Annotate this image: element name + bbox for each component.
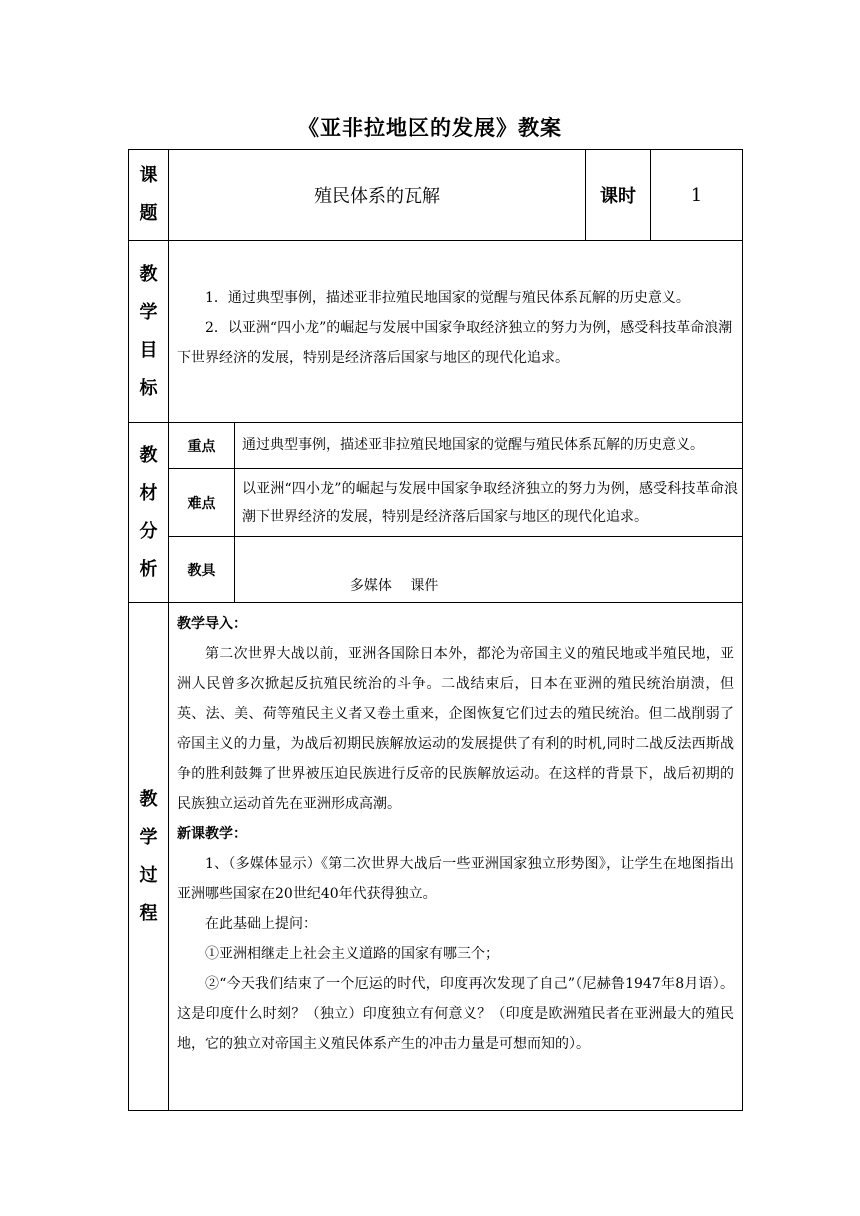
process-content [168,602,743,1111]
objectives-content [168,240,743,423]
objective-item: 1．通过典型事例，描述亚非拉殖民地国家的觉醒与殖民体系瓦解的历史意义。 [205,290,690,306]
new-lesson-heading: 新课教学： [177,826,247,842]
lesson-paragraph: 在此基础上提问： [205,916,317,932]
objective-item: 2．以亚洲“四小龙”的崛起与发展中国家争取经济独立的努力为例，感受科技革命浪潮下世界经济的发展，特别是经济落后国家与地区的现代化追求。 [177,320,733,366]
difficult-point-text: 以亚洲“四小龙”的崛起与发展中国家争取经济独立的努力为例，感受科技革命浪潮下世界经济的发展，特别是经济落后国家与地区的现代化追求。 [234,468,743,537]
teaching-tools-label: 教具 [168,536,235,603]
topic-label: 课 题 [128,149,169,241]
intro-heading: 教学导入： [177,616,247,632]
key-point-label: 重点 [168,422,235,469]
process-label: 教 学 过 程 [128,602,169,1111]
topic-value: 殖民体系的瓦解 [168,149,586,241]
lesson-paragraph: 1、（多媒体显示）《第二次世界大战后一些亚洲国家独立形势图》，让学生在地图指出亚洲哪些国家在20世纪40年代获得独立。 [177,856,734,902]
key-point-text: 通过典型事例，描述亚非拉殖民地国家的觉醒与殖民体系瓦解的历史意义。 [234,422,743,469]
teaching-tools-text: 多媒体 课件 [234,536,743,603]
difficult-point-label: 难点 [168,468,235,537]
lesson-paragraph: ②“今天我们结束了一个厄运的时代，印度再次发现了自己”（尼赫鲁1947年8月语）。这是印度什么时刻？（独立）印度独立有何意义？（印度是欧洲殖民者在亚洲最大的殖民地，它的独立对帝国主义殖民体系产生的冲击力量是可想而知的）。 [177,976,734,1052]
period-label: 课时 [585,149,651,241]
objectives-label: 教 学 目 标 [128,240,169,423]
analysis-label: 教 材 分 析 [128,422,169,603]
document-title: 《亚非拉地区的发展》教案 [298,115,562,140]
intro-paragraph: 第二次世界大战以前，亚洲各国除日本外，都沦为帝国主义的殖民地或半殖民地，亚洲人民曾多次掀起反抗殖民统治的斗争。二战结束后，日本在亚洲的殖民统治崩溃，但英、法、美、荷等殖民主义者又卷土重来，企图恢复它们过去的殖民统治。但二战削弱了帝国主义的力量，为战后初期民族解放运动的发展提供了有利的时机,同时二战反法西斯战争的胜利鼓舞了世界被压迫民族进行反帝的民族解放运动。在这样的背景下，战后初期的民族独立运动首先在亚洲形成高潮。 [177,646,734,812]
period-value: 1 [650,149,743,241]
lesson-paragraph: ①亚洲相继走上社会主义道路的国家有哪三个； [205,946,499,962]
